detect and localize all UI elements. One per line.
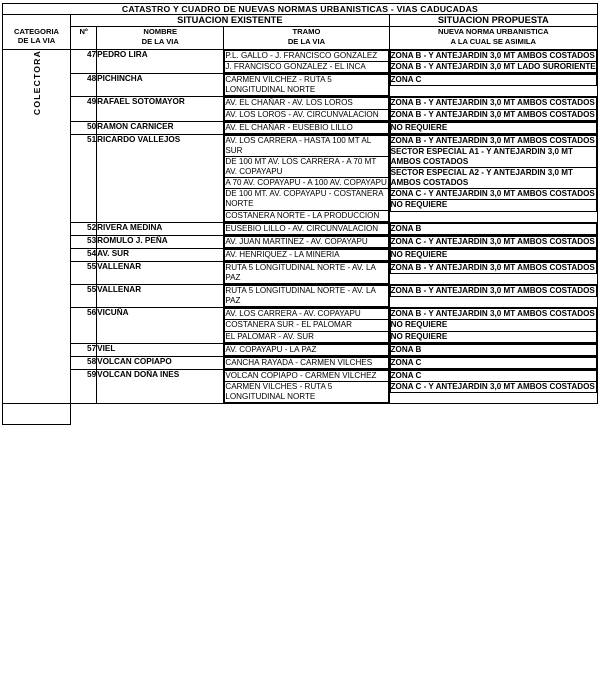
row-nombre: RIVERA MEDINA <box>97 222 224 235</box>
norma-text: ZONA C - Y ANTEJARDIN 3,0 MT AMBOS COSTADOS <box>390 382 595 392</box>
bottom-strip-row <box>3 404 599 425</box>
row-numero: 55 <box>71 261 97 284</box>
norma-text: ZONA B - Y ANTEJARDIN 3,0 MT AMBOS COSTADOS <box>390 286 595 296</box>
tramo-text: J. FRANCISCO GONZALEZ - EL INCA <box>225 62 388 73</box>
tramo-text: EL PALOMAR - AV. SUR <box>225 331 388 342</box>
tramo-text: RUTA 5 LONGITUDINAL NORTE - AV. LA PAZ <box>225 262 388 283</box>
norma-header <box>389 27 597 50</box>
table-header <box>3 4 598 50</box>
bottom-strip-right <box>71 404 598 425</box>
norma-header-line2: A LA CUAL SE ASIMILA <box>450 36 537 46</box>
row-tramo-cell <box>224 49 389 73</box>
table-row <box>3 308 598 343</box>
row-numero: 57 <box>71 343 97 356</box>
row-tramo-cell <box>224 369 389 403</box>
row-nombre: VALLENAR <box>97 285 224 308</box>
norma-text: ZONA B - Y ANTEJARDIN 3,0 MT AMBOS COSTADOS <box>390 50 595 60</box>
row-nombre: RAFAEL SOTOMAYOR <box>97 97 224 121</box>
tramo-text: DE 100 MT AV. LOS CARRERA - A 70 MT AV. COPAYAPU <box>225 156 388 177</box>
tramo-text: AV. EL CHAÑAR - AV. LOS LOROS <box>225 98 388 109</box>
row-nombre: PEDRO LIRA <box>97 49 224 73</box>
norma-text: ZONA B - Y ANTEJARDIN 3,0 MT AMBOS COSTADOS <box>390 109 595 119</box>
row-nombre: ROMULO J. PEÑA <box>97 235 224 248</box>
row-nombre: VIEL <box>97 343 224 356</box>
categoria-header-cell <box>3 15 71 50</box>
row-tramo-cell <box>224 248 389 261</box>
row-numero: 48 <box>71 74 97 97</box>
row-norma-cell <box>389 121 597 134</box>
row-tramo-cell <box>224 343 389 356</box>
table-row <box>3 261 598 284</box>
table-body <box>3 49 598 403</box>
table-row <box>3 285 598 308</box>
row-norma-cell <box>389 248 597 261</box>
row-norma-cell <box>389 356 597 369</box>
norma-header-line1: NUEVA NORMA URBANISTICA <box>437 27 549 37</box>
tramo-text: RUTA 5 LONGITUDINAL NORTE - AV. LA PAZ <box>225 286 388 307</box>
row-tramo-cell <box>224 134 389 222</box>
row-tramo-cell <box>224 97 389 121</box>
tramo-text: AV. COPAYAPU - LA PAZ <box>225 344 388 355</box>
table-row <box>3 121 598 134</box>
norma-text: ZONA B - Y ANTEJARDIN 3,0 MT AMBOS COSTADOS <box>390 98 595 108</box>
norma-text: ZONA B - Y ANTEJARDIN 3,0 MT AMBOS COSTADOS <box>390 309 595 319</box>
norma-text: ZONA B - Y ANTEJARDIN 3,0 MT AMBOS COSTADOS <box>390 135 595 145</box>
row-tramo-cell <box>224 285 389 308</box>
bottom-strip-table <box>2 404 598 425</box>
row-numero: 55 <box>71 285 97 308</box>
table-row <box>3 235 598 248</box>
row-norma-cell <box>389 308 597 343</box>
row-numero: 58 <box>71 356 97 369</box>
tramo-text: AV. JUAN MARTINEZ - AV. COPAYAPU <box>225 236 388 247</box>
norma-text: NO REQUIERE <box>390 200 596 211</box>
categoria-header-line2: DE LA VIA <box>17 36 56 46</box>
tramo-text: AV. LOS LOROS - AV. CIRCUNVALACION <box>225 109 388 120</box>
norma-text: ZONA B <box>390 344 596 355</box>
categoria-value-cell <box>3 49 71 403</box>
catastro-table <box>2 3 598 404</box>
row-nombre: RICARDO VALLEJOS <box>97 134 224 222</box>
row-nombre: VALLENAR <box>97 261 224 284</box>
table-row <box>3 248 598 261</box>
row-norma-cell <box>389 49 597 73</box>
row-tramo-cell <box>224 74 389 97</box>
row-nombre: AV. SUR <box>97 248 224 261</box>
norma-text: NO REQUIERE <box>390 331 596 342</box>
row-nombre: VICUÑA <box>97 308 224 343</box>
row-numero: 59 <box>71 369 97 403</box>
row-nombre: PICHINCHA <box>97 74 224 97</box>
group-header-proposed: SITUACION PROPUESTA <box>389 15 597 27</box>
row-norma-cell <box>389 222 597 235</box>
row-norma-cell <box>389 74 597 97</box>
row-nombre: VOLCAN DOÑA INES <box>97 369 224 403</box>
tramo-text: COSTANERA NORTE - LA PRODUCCION <box>225 210 388 221</box>
numero-header: Nº <box>71 27 97 50</box>
nombre-header-line1: NOMBRE <box>143 27 178 37</box>
categoria-value: COLECTORA <box>31 49 42 116</box>
table-row <box>3 222 598 235</box>
categoria-header-line1: CATEGORIA <box>14 27 60 36</box>
norma-text: NO REQUIERE <box>390 320 596 331</box>
nombre-header <box>97 27 224 50</box>
table-row <box>3 74 598 97</box>
row-norma-cell <box>389 134 597 222</box>
norma-text: ZONA B - Y ANTEJARDIN 3,0 MT LADO SURORIENTE <box>390 62 596 72</box>
row-numero: 56 <box>71 308 97 343</box>
row-numero: 51 <box>71 134 97 222</box>
norma-text: ZONA B <box>390 223 596 234</box>
tramo-text: AV. EL CHAÑAR - EUSEBIO LILLO <box>225 122 388 133</box>
norma-text: ZONA C - Y ANTEJARDIN 3,0 MT AMBOS COSTADOS <box>390 189 595 199</box>
tramo-header-line2: DE LA VIA <box>287 36 326 46</box>
norma-text: ZONA C <box>390 75 596 86</box>
row-tramo-cell <box>224 308 389 343</box>
tramo-text: EUSEBIO LILLO - AV. CIRCUNVALACION <box>225 223 388 234</box>
norma-text: SECTOR ESPECIAL A1 - Y ANTEJARDIN 3,0 MT AMBOS COSTADOS <box>390 146 596 167</box>
row-numero: 54 <box>71 248 97 261</box>
row-norma-cell <box>389 369 597 403</box>
tramo-text: VOLCAN COPIAPO - CARMEN VILCHEZ <box>225 370 388 381</box>
tramo-header <box>224 27 389 50</box>
table-row <box>3 343 598 356</box>
tramo-header-line1: TRAMO <box>292 27 321 37</box>
row-numero: 53 <box>71 235 97 248</box>
table-row <box>3 356 598 369</box>
norma-text: ZONA C - Y ANTEJARDIN 3,0 MT AMBOS COSTADOS <box>390 236 595 246</box>
group-header-row <box>3 15 598 27</box>
column-header-row <box>3 27 598 50</box>
title-row <box>3 4 598 15</box>
row-norma-cell <box>389 97 597 121</box>
table-row <box>3 134 598 222</box>
row-numero: 49 <box>71 97 97 121</box>
tramo-text: AV. LOS CARRERA - AV. COPAYAPU <box>225 309 388 320</box>
tramo-text: CARMEN VILCHES - RUTA 5 LONGITUDINAL NORTE <box>225 382 388 403</box>
row-numero: 47 <box>71 49 97 73</box>
tramo-text: A 70 AV. COPAYAPU - A 100 AV. COPAYAPU <box>225 178 387 188</box>
row-tramo-cell <box>224 121 389 134</box>
tramo-text: DE 100 MT. AV. COPAYAPU - COSTANERA NORTE <box>225 189 388 210</box>
tramo-text: AV. HENRIQUEZ - LA MINERIA <box>225 249 388 260</box>
tramo-text: CARMEN VILCHEZ - RUTA 5 LONGITUDINAL NORTE <box>225 75 388 96</box>
norma-text: NO REQUIERE <box>390 122 596 133</box>
document-title: CATASTRO Y CUADRO DE NUEVAS NORMAS URBANISTICAS - VIAS CADUCADAS <box>3 4 598 15</box>
tramo-text: CANCHA RAYADA - CARMEN VILCHES <box>225 357 388 368</box>
bottom-strip-left <box>3 404 71 425</box>
table-row <box>3 97 598 121</box>
group-header-existing: SITUACION EXISTENTE <box>71 15 390 27</box>
norma-text: ZONA C <box>390 370 596 381</box>
tramo-text: COSTANERA SUR - EL PALOMAR <box>225 320 388 331</box>
row-norma-cell <box>389 285 597 308</box>
norma-text: NO REQUIERE <box>390 249 596 260</box>
row-tramo-cell <box>224 222 389 235</box>
table-row <box>3 49 598 73</box>
table-row <box>3 369 598 403</box>
row-norma-cell <box>389 261 597 284</box>
norma-text: SECTOR ESPECIAL A2 - Y ANTEJARDIN 3,0 MT AMBOS COSTADOS <box>390 168 596 189</box>
row-numero: 52 <box>71 222 97 235</box>
row-nombre: RAMON CARNICER <box>97 121 224 134</box>
row-tramo-cell <box>224 235 389 248</box>
row-numero: 50 <box>71 121 97 134</box>
row-norma-cell <box>389 235 597 248</box>
row-tramo-cell <box>224 356 389 369</box>
nombre-header-line2: DE LA VIA <box>141 36 179 46</box>
row-nombre: VOLCAN COPIAPO <box>97 356 224 369</box>
tramo-text: AV. LOS CARRERA - HASTA 100 MT AL SUR <box>225 135 388 156</box>
row-tramo-cell <box>224 261 389 284</box>
tramo-text: P.L. GALLO - J. FRANCISCO GONZALEZ <box>225 50 388 61</box>
norma-text: ZONA B - Y ANTEJARDIN 3,0 MT AMBOS COSTADOS <box>390 262 595 272</box>
row-norma-cell <box>389 343 597 356</box>
norma-text: ZONA C <box>390 357 596 368</box>
